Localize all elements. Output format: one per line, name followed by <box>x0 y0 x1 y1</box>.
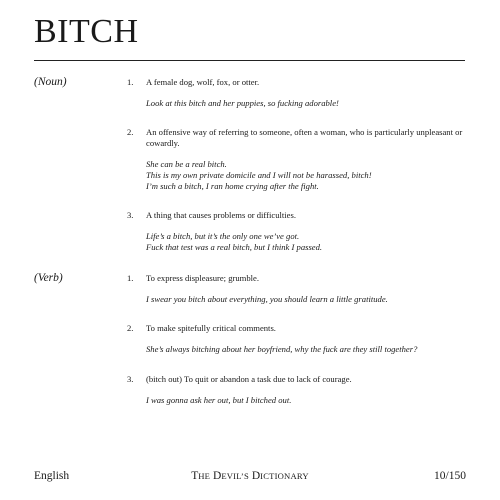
verb-sense-3 <box>127 374 467 406</box>
part-of-speech-verb: (Verb) <box>34 272 63 284</box>
example-sentence: I’m such a bitch, I ran home crying after the fight. <box>146 181 319 191</box>
example-sentence: I was gonna ask her out, but I bitched out. <box>146 395 292 405</box>
example-sentence: Fuck that test was a real bitch, but I think I passed. <box>146 242 323 252</box>
sense-examples <box>146 98 467 109</box>
sense-number: 1. <box>127 77 134 87</box>
sense-examples <box>146 395 467 406</box>
verb-sense-2 <box>127 323 467 355</box>
header-rule <box>34 60 465 61</box>
sense-definition: A thing that causes problems or difficulties. <box>146 210 296 220</box>
sense-number: 3. <box>127 210 134 220</box>
example-sentence: I swear you bitch about everything, you should learn a little gratitude. <box>146 294 388 304</box>
sense-number: 3. <box>127 374 134 384</box>
title-word: DEVIL’S <box>213 470 249 482</box>
title-word: THE <box>191 470 211 482</box>
sense-definition: To make spitefully critical comments. <box>146 323 276 333</box>
noun-sense-3 <box>127 210 467 253</box>
noun-sense-1 <box>127 77 467 109</box>
example-sentence: She can be a real bitch. <box>146 159 227 169</box>
noun-sense-2 <box>127 127 467 192</box>
footer-language: English <box>34 470 70 482</box>
sense-examples <box>146 344 467 355</box>
sense-number: 2. <box>127 323 134 333</box>
part-of-speech-noun: (Noun) <box>34 76 67 88</box>
footer-book-title <box>0 470 500 482</box>
sense-definition: A female dog, wolf, fox, or otter. <box>146 77 260 87</box>
sense-definition: (bitch out) To quit or abandon a task due to lack of courage. <box>146 374 352 384</box>
sense-number: 1. <box>127 273 134 283</box>
sense-definition: An offensive way of referring to someone, often a woman, who is particularly unpleasant or cowardly. <box>146 127 463 148</box>
headword: BITCH <box>34 13 139 50</box>
sense-examples <box>146 231 467 253</box>
example-sentence: Life’s a bitch, but it’s the only one we’ve got. <box>146 231 300 241</box>
title-word: DICTIONARY <box>251 470 309 482</box>
verb-sense-1 <box>127 273 467 305</box>
example-sentence: This is my own private domicile and I will not be harassed, bitch! <box>146 170 372 180</box>
example-sentence: Look at this bitch and her puppies, so fucking adorable! <box>146 98 339 108</box>
sense-examples <box>146 159 467 192</box>
sense-examples <box>146 294 467 305</box>
sense-number: 2. <box>127 127 134 137</box>
sense-definition: To express displeasure; grumble. <box>146 273 259 283</box>
example-sentence: She’s always bitching about her boyfriend, why the fuck are they still together? <box>146 344 418 354</box>
footer-page-number: 10/150 <box>434 470 466 482</box>
